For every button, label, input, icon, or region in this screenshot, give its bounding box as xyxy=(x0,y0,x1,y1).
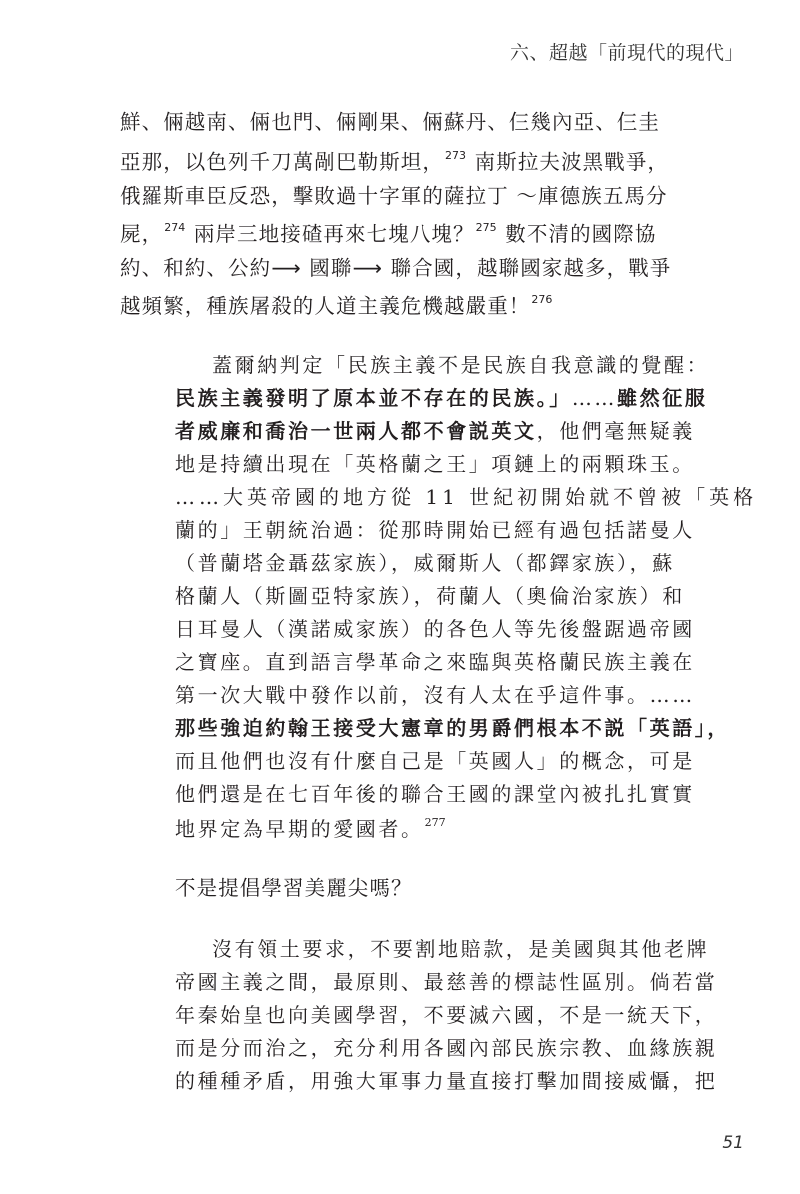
quote-line: 而且他們也沒有什麼自己是「英國人」的概念，可是 xyxy=(175,749,695,773)
text-line: 越頻繁，種族屠殺的人道主義危機越嚴重！$^{276}$ xyxy=(120,293,553,318)
answer-line: 年秦始皇也向美國學習，不要滅六國，不是一統天下， xyxy=(175,1003,718,1027)
text-line: 鮮、倆越南、倆也門、倆剛果、倆蘇丹、仨幾內亞、仨圭 xyxy=(120,110,660,134)
footnote-ref: 274 xyxy=(164,221,186,234)
quote-line: 民族主義發明了原本並不存在的民族。」……雖然征服 xyxy=(175,386,708,410)
quote-line: （普蘭塔金聶茲家族），威爾斯人（都鐸家族），蘇 xyxy=(175,551,675,575)
text-line: 屍，$^{274}$ 兩岸三地接碴再來七塊八塊？$^{275}$ 數不清的國際協 xyxy=(120,221,657,246)
quote-line: 蓋爾納判定「民族主義不是民族自我意識的覺醒： xyxy=(212,353,710,377)
quote-line: 蘭的」王朝統治過：從那時開始已經有過包括諾曼人 xyxy=(175,518,695,542)
answer-line: 帝國主義之間，最原則、最慈善的標誌性區別。倘若當 xyxy=(175,970,718,994)
quote-line: 地是持續出現在「英格蘭之王」項鏈上的兩顆珠玉。 xyxy=(175,452,695,476)
answer-line: 的種種矛盾，用強大軍事力量直接打擊加間接威懾，把 xyxy=(175,1069,718,1093)
footnote-ref: 275 xyxy=(475,221,497,234)
page-number: 51 xyxy=(722,1133,744,1153)
bold-emphasis: 那些強迫約翰王接受大憲章的男爵們根本不説 xyxy=(175,716,627,740)
bold-emphasis: 者威廉和喬治一世兩人都不會説英文 xyxy=(175,419,537,443)
bold-emphasis: 民族主義發明了原本並不存在的民族。」 xyxy=(175,386,572,410)
quote-line: 地界定為早期的愛國者。$^{277}$ xyxy=(175,816,446,841)
quote-line: 之寶座。直到語言學革命之來臨與英格蘭民族主義在 xyxy=(175,650,695,674)
quote-line: 者威廉和喬治一世兩人都不會説英文，他們毫無疑義 xyxy=(175,419,695,443)
bold-emphasis: 雖然征服 xyxy=(617,386,708,410)
running-head: 六、超越「前現代的現代」 xyxy=(509,42,744,64)
bold-emphasis: 「英語」， xyxy=(627,716,730,740)
quote-line: 他們還是在七百年後的聯合王國的課堂內被扎扎實實 xyxy=(175,782,695,806)
quote-line: 第一次大戰中發作以前，沒有人太在乎這件事。…… xyxy=(175,683,695,707)
answer-line: 沒有領土要求，不要割地賠款，是美國與其他老牌 xyxy=(212,937,710,961)
quote-line: 格蘭人（斯圖亞特家族），荷蘭人（奧倫治家族）和 xyxy=(175,584,685,608)
quote-line: ……大英帝國的地方從 11 世紀初開始就不曾被「英格 xyxy=(175,485,758,509)
text-line: 約、和約、公約⟶ 國聯⟶ 聯合國，越聯國家越多，戰爭 xyxy=(120,256,672,280)
footnote-ref: 277 xyxy=(424,816,446,829)
answer-line: 而是分而治之，充分利用各國內部民族宗教、血緣族親 xyxy=(175,1036,718,1060)
quote-line: 日耳曼人（漢諾威家族）的各色人等先後盤踞過帝國 xyxy=(175,617,695,641)
footnote-ref: 276 xyxy=(531,293,553,306)
quote-line xyxy=(175,718,730,738)
text-line: 俄羅斯車臣反恐，擊敗過十字軍的薩拉丁 ～庫德族五馬分 xyxy=(120,184,668,208)
text-line: 亞那，以色列千刀萬剮巴勒斯坦，$^{273}$ 南斯拉夫波黑戰爭， xyxy=(120,149,670,174)
footnote-ref: 273 xyxy=(445,149,466,162)
question-heading: 不是提倡學習美麗尖嗎？ xyxy=(175,876,413,900)
